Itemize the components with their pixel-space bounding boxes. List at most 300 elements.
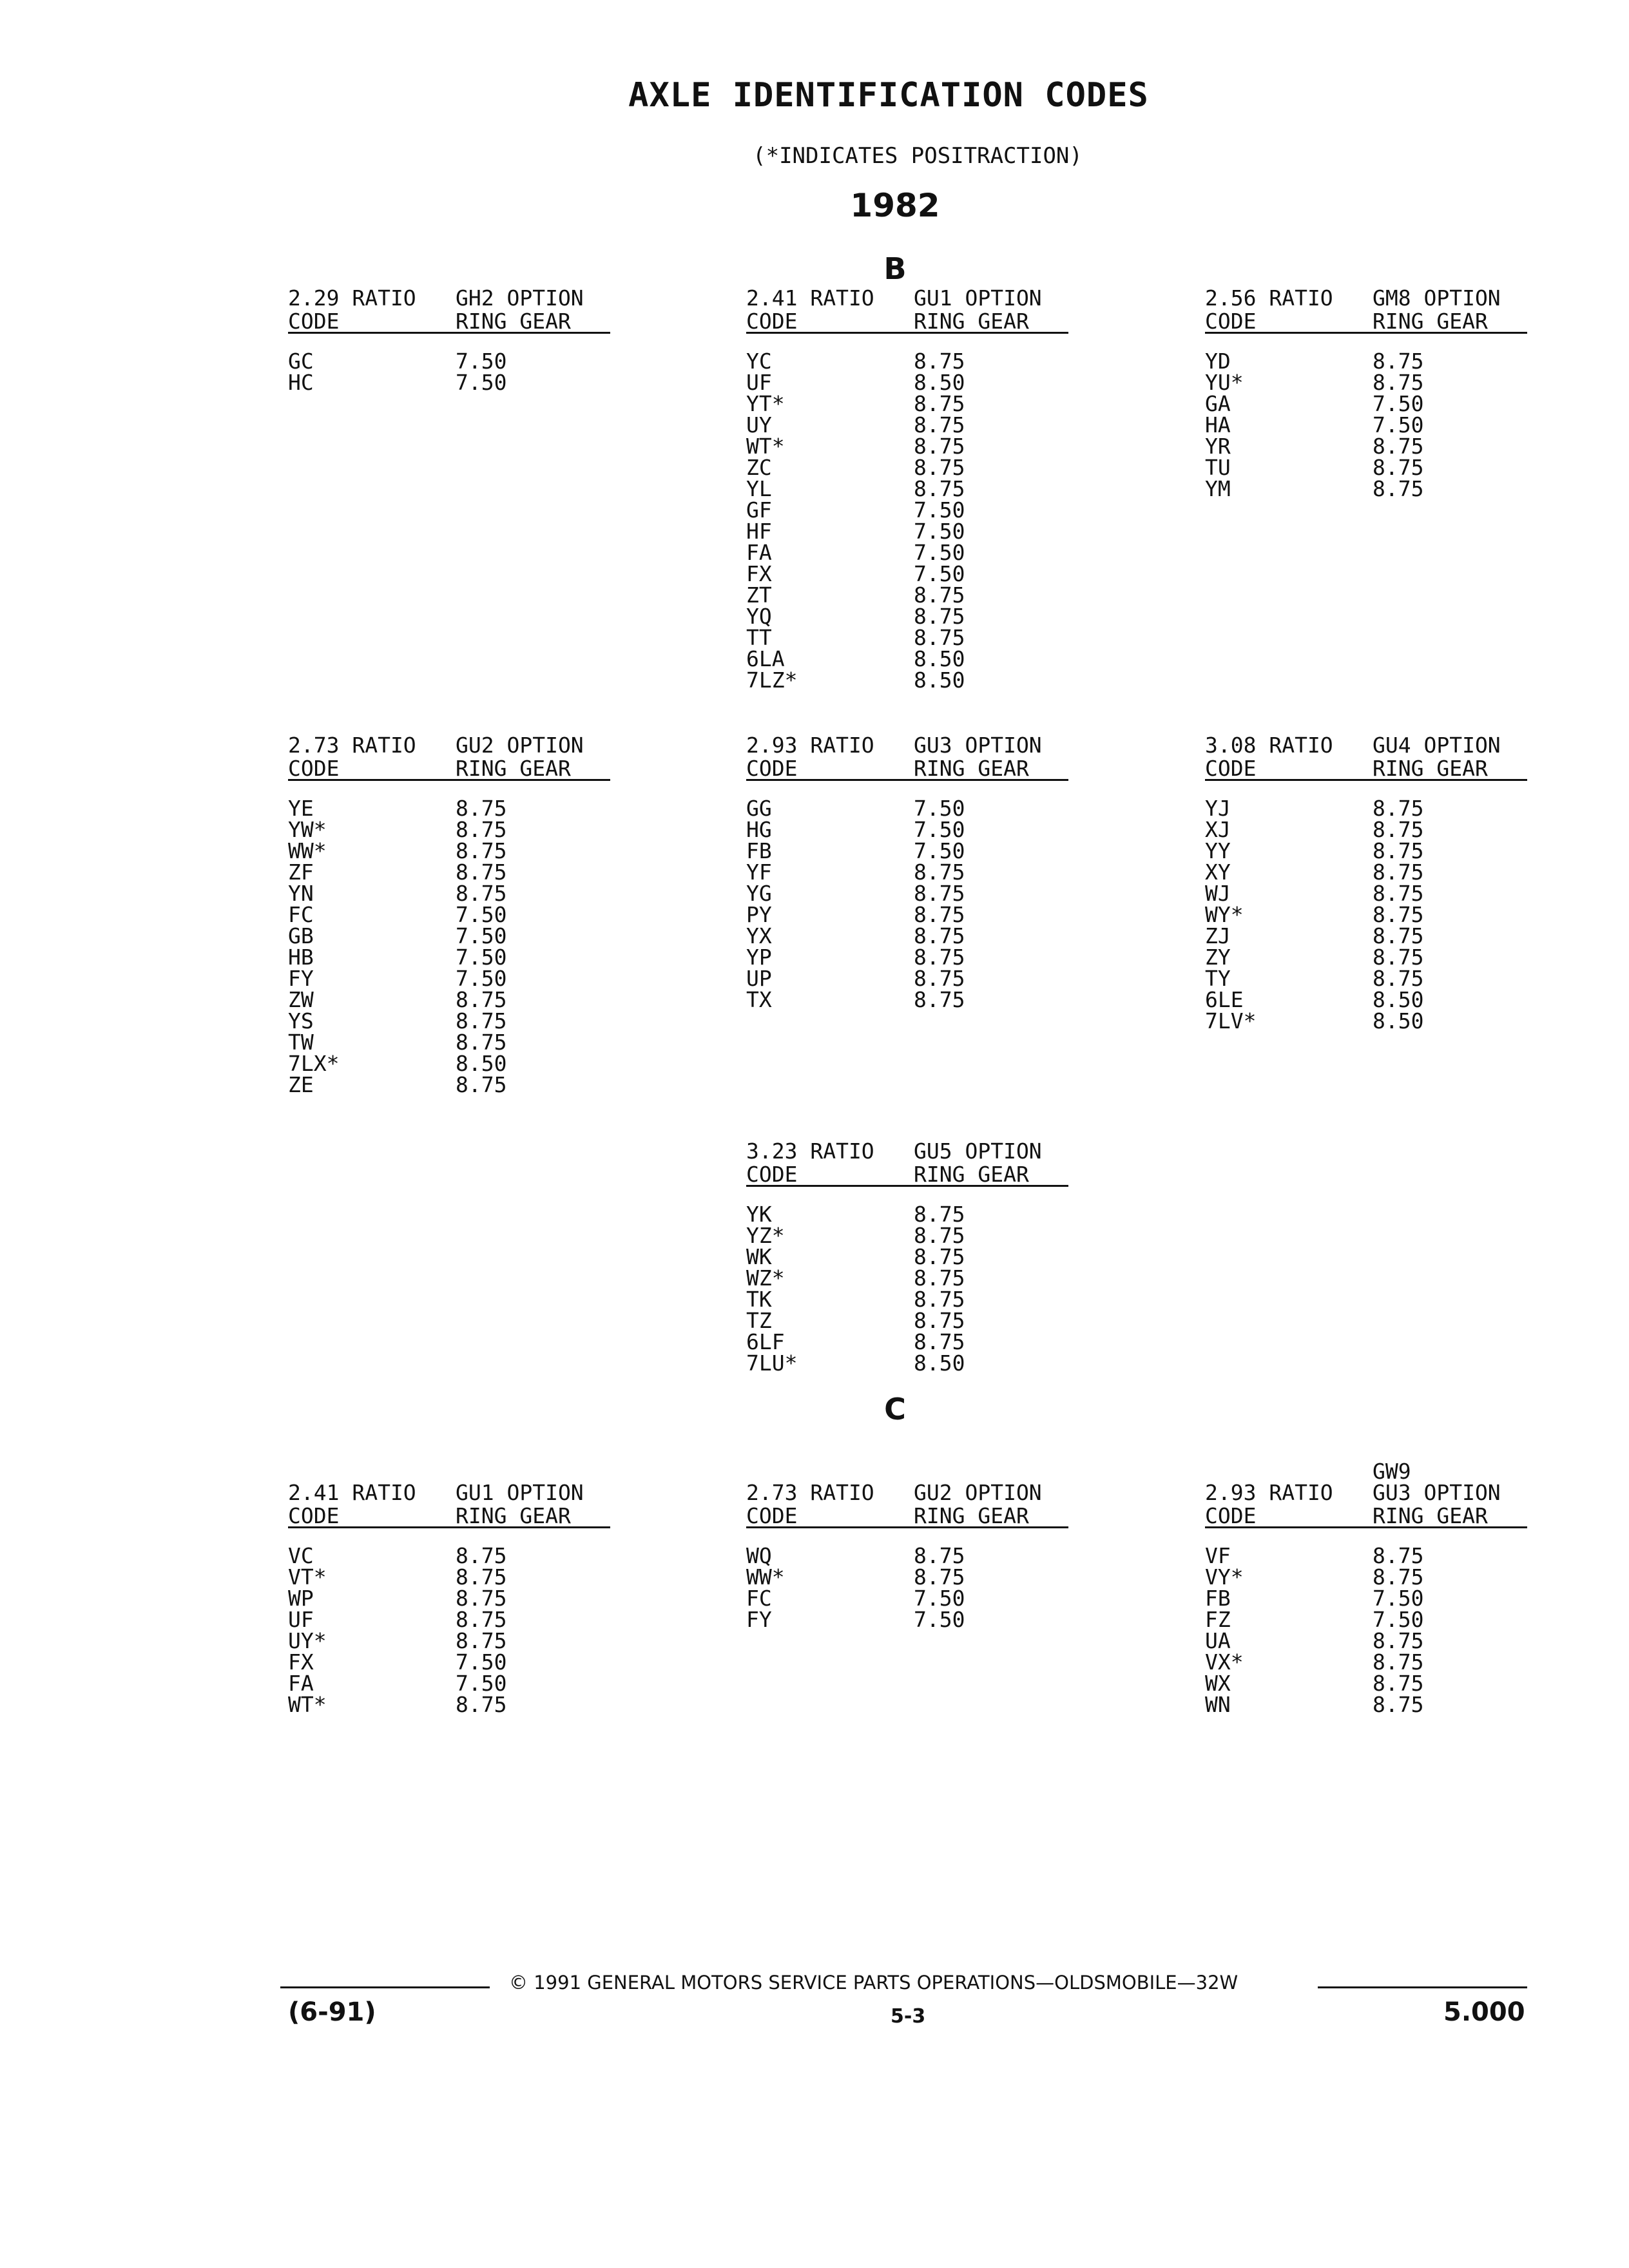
axle-code: YY <box>1205 838 1231 863</box>
table-row <box>746 947 1068 968</box>
axle-code: WY* <box>1205 902 1244 927</box>
ring-gear-size: 8.75 <box>914 412 965 437</box>
table-row <box>1205 478 1527 499</box>
ring-gear-size: 8.75 <box>914 1202 965 1227</box>
ring-gear-size: 7.50 <box>914 817 965 842</box>
table-row <box>746 1289 1068 1310</box>
table-row <box>288 1609 610 1630</box>
option-label: GU3 OPTION <box>914 733 1042 758</box>
ring-gear-size: 7.50 <box>1373 1607 1424 1632</box>
ring-gear-size: 8.75 <box>1373 1671 1424 1696</box>
table-row <box>746 372 1068 393</box>
axle-code: ZW <box>288 987 314 1012</box>
section-letter-c: C <box>884 1392 906 1427</box>
column-header-code: CODE <box>1205 1503 1257 1528</box>
ring-gear-size: 8.75 <box>456 1607 507 1632</box>
table-row <box>1205 372 1527 393</box>
axle-code: WW* <box>288 838 327 863</box>
axle-code: GC <box>288 349 314 374</box>
ring-gear-size: 8.75 <box>456 1072 507 1097</box>
axle-code: YS <box>288 1008 314 1033</box>
axle-code: FC <box>288 902 314 927</box>
axle-code: YN <box>288 881 314 906</box>
table-row <box>746 627 1068 648</box>
axle-code: YX <box>746 923 772 948</box>
axle-code: YD <box>1205 349 1231 374</box>
axle-code: YP <box>746 945 772 970</box>
axle-code: YQ <box>746 604 772 629</box>
axle-code: FB <box>1205 1586 1231 1611</box>
ring-gear-size: 8.75 <box>914 604 965 629</box>
ring-gear-size: 8.75 <box>1373 349 1424 374</box>
table-row <box>1205 1651 1527 1673</box>
footer-rule-left <box>280 1986 490 1988</box>
axle-code: YE <box>288 796 314 821</box>
table-row <box>1205 989 1527 1010</box>
table-row <box>746 648 1068 669</box>
table-row <box>746 1204 1068 1225</box>
ring-gear-size: 8.75 <box>456 796 507 821</box>
column-header-ring-gear: RING GEAR <box>456 1503 571 1528</box>
column-header-ring-gear: RING GEAR <box>914 1503 1029 1528</box>
ring-gear-size: 8.75 <box>1373 1649 1424 1675</box>
ring-gear-size: 7.50 <box>914 796 965 821</box>
axle-code: FC <box>746 1586 772 1611</box>
table-row <box>1205 883 1527 904</box>
axle-code: ZT <box>746 582 772 608</box>
table-row <box>746 819 1068 840</box>
ring-gear-size: 8.75 <box>914 860 965 885</box>
axle-code: YL <box>746 476 772 501</box>
ring-gear-size: 7.50 <box>1373 412 1424 437</box>
axle-code: YJ <box>1205 796 1231 821</box>
axle-code: FX <box>746 561 772 586</box>
axle-code: TY <box>1205 966 1231 991</box>
table-row <box>1205 414 1527 436</box>
ring-gear-size: 7.50 <box>914 497 965 523</box>
table-row <box>288 1053 610 1074</box>
column-header-code: CODE <box>746 1162 798 1187</box>
ring-gear-size: 8.75 <box>1373 796 1424 821</box>
axle-code: UF <box>288 1607 314 1632</box>
option-label: GU3 OPTION <box>1373 1480 1501 1505</box>
footer-date: (6-91) <box>288 1997 376 2027</box>
ring-gear-size: 8.75 <box>456 881 507 906</box>
axle-table-gu3 <box>746 735 1068 1010</box>
ring-gear-size: 7.50 <box>456 1671 507 1696</box>
axle-code: YM <box>1205 476 1231 501</box>
ring-gear-size: 8.75 <box>456 1008 507 1033</box>
table-row <box>288 904 610 925</box>
ring-gear-size: 8.75 <box>1373 1543 1424 1568</box>
ring-gear-size: 8.75 <box>914 582 965 608</box>
axle-code: WZ* <box>746 1265 785 1291</box>
ring-gear-size: 8.75 <box>1373 902 1424 927</box>
ring-gear-size: 7.50 <box>914 519 965 544</box>
table-row <box>746 414 1068 436</box>
ring-gear-size: 8.75 <box>914 1543 965 1568</box>
table-row <box>746 861 1068 883</box>
ring-gear-size: 8.75 <box>1373 923 1424 948</box>
table-row <box>746 1246 1068 1267</box>
axle-code: WQ <box>746 1543 772 1568</box>
table-row <box>746 925 1068 947</box>
table-row <box>288 925 610 947</box>
axle-table-gm8 <box>1205 287 1527 499</box>
option-label: GH2 OPTION <box>456 285 584 311</box>
axle-code: YU* <box>1205 370 1244 395</box>
table-row <box>1205 798 1527 819</box>
table-row <box>1205 1010 1527 1032</box>
ratio-label: 2.93 RATIO <box>1205 1480 1333 1505</box>
axle-code: ZY <box>1205 945 1231 970</box>
ring-gear-size: 8.75 <box>914 987 965 1012</box>
page-title: AXLE IDENTIFICATION CODES <box>628 76 1149 115</box>
ring-gear-size: 8.50 <box>456 1051 507 1076</box>
ring-gear-size: 8.75 <box>1373 1692 1424 1717</box>
axle-table-gu2 <box>746 1482 1068 1630</box>
axle-code: UY <box>746 412 772 437</box>
axle-code: VT* <box>288 1564 327 1590</box>
page-subtitle: (*INDICATES POSITRACTION) <box>753 143 1083 169</box>
ring-gear-size: 8.75 <box>914 881 965 906</box>
column-header-ring-gear: RING GEAR <box>914 309 1029 334</box>
axle-code: FY <box>746 1607 772 1632</box>
option-label: GU2 OPTION <box>456 733 584 758</box>
table-row <box>1205 861 1527 883</box>
axle-code: HF <box>746 519 772 544</box>
ring-gear-size: 7.50 <box>456 370 507 395</box>
ring-gear-size: 8.75 <box>456 860 507 885</box>
ring-gear-size: 8.75 <box>914 1265 965 1291</box>
ring-gear-size: 8.75 <box>1373 860 1424 885</box>
axle-code: 7LV* <box>1205 1008 1257 1033</box>
ring-gear-size: 8.75 <box>914 1223 965 1248</box>
axle-code: HB <box>288 945 314 970</box>
table-row <box>1205 840 1527 861</box>
table-row <box>746 1609 1068 1630</box>
footer-rule-right <box>1318 1986 1527 1988</box>
table-row <box>746 968 1068 989</box>
ring-gear-size: 8.75 <box>456 838 507 863</box>
table-row <box>746 1352 1068 1374</box>
axle-code: VF <box>1205 1543 1231 1568</box>
ring-gear-size: 7.50 <box>914 838 965 863</box>
table-row <box>1205 904 1527 925</box>
axle-code: 7LU* <box>746 1350 798 1376</box>
axle-code: UP <box>746 966 772 991</box>
table-row <box>746 798 1068 819</box>
table-row <box>746 351 1068 372</box>
column-header-code: CODE <box>746 309 798 334</box>
table-row <box>1205 436 1527 457</box>
axle-code: UF <box>746 370 772 395</box>
ratio-label: 2.73 RATIO <box>746 1480 874 1505</box>
ring-gear-size: 8.50 <box>1373 987 1424 1012</box>
table-row <box>746 1310 1068 1331</box>
axle-code: UY* <box>288 1628 327 1653</box>
axle-code: WW* <box>746 1564 785 1590</box>
table-row <box>288 1074 610 1095</box>
ring-gear-size: 8.75 <box>914 349 965 374</box>
axle-code: WJ <box>1205 881 1231 906</box>
column-header-code: CODE <box>746 756 798 781</box>
table-row <box>288 1545 610 1566</box>
ring-gear-size: 7.50 <box>914 1607 965 1632</box>
footer-page-number: 5-3 <box>891 2005 926 2028</box>
table-row <box>746 563 1068 584</box>
ring-gear-size: 8.75 <box>456 1543 507 1568</box>
column-header-code: CODE <box>288 309 340 334</box>
axle-code: VC <box>288 1543 314 1568</box>
column-header-ring-gear: RING GEAR <box>456 309 571 334</box>
table-row <box>288 1588 610 1609</box>
ring-gear-size: 8.75 <box>914 455 965 480</box>
ring-gear-size: 8.75 <box>914 1244 965 1269</box>
ring-gear-size: 8.75 <box>914 1287 965 1312</box>
option-note: GW9 <box>1373 1459 1411 1484</box>
table-row <box>288 1010 610 1032</box>
table-row <box>746 1331 1068 1352</box>
axle-table-gu1 <box>746 287 1068 691</box>
axle-code: WT* <box>288 1692 327 1717</box>
column-header-code: CODE <box>288 1503 340 1528</box>
axle-code: ZF <box>288 860 314 885</box>
axle-table-gu5 <box>746 1140 1068 1374</box>
ring-gear-size: 8.75 <box>914 966 965 991</box>
table-row <box>746 584 1068 606</box>
option-label: GU1 OPTION <box>914 285 1042 311</box>
axle-code: ZJ <box>1205 923 1231 948</box>
axle-code: YW* <box>288 817 327 842</box>
axle-code: YK <box>746 1202 772 1227</box>
column-header-code: CODE <box>746 1503 798 1528</box>
option-label: GU1 OPTION <box>456 1480 584 1505</box>
table-row <box>1205 457 1527 478</box>
ring-gear-size: 8.75 <box>456 1564 507 1590</box>
table-row <box>1205 819 1527 840</box>
table-row <box>288 798 610 819</box>
ring-gear-size: 8.75 <box>1373 370 1424 395</box>
axle-code: VY* <box>1205 1564 1244 1590</box>
year-heading: 1982 <box>850 187 940 224</box>
table-row <box>746 393 1068 414</box>
axle-code: GA <box>1205 391 1231 416</box>
ring-gear-size: 8.75 <box>456 987 507 1012</box>
axle-code: WK <box>746 1244 772 1269</box>
table-row <box>1205 1609 1527 1630</box>
ring-gear-size: 8.75 <box>1373 881 1424 906</box>
table-row <box>746 436 1068 457</box>
option-label: GU4 OPTION <box>1373 733 1501 758</box>
ring-gear-size: 8.75 <box>1373 817 1424 842</box>
ring-gear-size: 8.75 <box>1373 838 1424 863</box>
axle-code: UA <box>1205 1628 1231 1653</box>
table-row <box>1205 1673 1527 1694</box>
footer-section-number: 5.000 <box>1443 1997 1525 2027</box>
ratio-label: 2.73 RATIO <box>288 733 416 758</box>
table-row <box>288 968 610 989</box>
table-row <box>746 1267 1068 1289</box>
table-row <box>746 1545 1068 1566</box>
ring-gear-size: 8.75 <box>1373 455 1424 480</box>
axle-code: FA <box>288 1671 314 1696</box>
column-header-ring-gear: RING GEAR <box>1373 1503 1488 1528</box>
table-row <box>746 457 1068 478</box>
option-label: GM8 OPTION <box>1373 285 1501 311</box>
ring-gear-size: 8.75 <box>914 1329 965 1354</box>
ring-gear-size: 8.75 <box>1373 476 1424 501</box>
footer-copyright: © 1991 GENERAL MOTORS SERVICE PARTS OPERATIONS—OLDSMOBILE—32W <box>509 1972 1239 1994</box>
ring-gear-size: 7.50 <box>456 923 507 948</box>
axle-code: FZ <box>1205 1607 1231 1632</box>
axle-code: HC <box>288 370 314 395</box>
section-letter-b: B <box>883 251 907 286</box>
axle-code: WP <box>288 1586 314 1611</box>
table-row <box>288 1694 610 1715</box>
ring-gear-size: 8.75 <box>456 817 507 842</box>
table-row <box>288 1673 610 1694</box>
axle-code: HA <box>1205 412 1231 437</box>
axle-code: ZE <box>288 1072 314 1097</box>
axle-code: GB <box>288 923 314 948</box>
table-row <box>1205 1630 1527 1651</box>
axle-code: GG <box>746 796 772 821</box>
ring-gear-size: 8.75 <box>456 1030 507 1055</box>
ring-gear-size: 8.75 <box>1373 1564 1424 1590</box>
table-row <box>1205 1545 1527 1566</box>
axle-code: WT* <box>746 434 785 459</box>
table-row <box>288 840 610 861</box>
table-row <box>288 947 610 968</box>
table-row <box>746 840 1068 861</box>
ring-gear-size: 7.50 <box>1373 1586 1424 1611</box>
axle-code: 6LF <box>746 1329 785 1354</box>
table-row <box>288 1032 610 1053</box>
table-row <box>746 1225 1068 1246</box>
ratio-label: 3.08 RATIO <box>1205 733 1333 758</box>
column-header-code: CODE <box>1205 309 1257 334</box>
column-header-ring-gear: RING GEAR <box>914 756 1029 781</box>
axle-code: PY <box>746 902 772 927</box>
ring-gear-size: 8.75 <box>914 923 965 948</box>
axle-table-gh2 <box>288 287 610 393</box>
table-row <box>1205 351 1527 372</box>
ring-gear-size: 8.75 <box>1373 1628 1424 1653</box>
ring-gear-size: 8.75 <box>1373 945 1424 970</box>
ring-gear-size: 7.50 <box>914 1586 965 1611</box>
ring-gear-size: 7.50 <box>456 945 507 970</box>
ring-gear-size: 8.75 <box>1373 966 1424 991</box>
ring-gear-size: 8.75 <box>914 945 965 970</box>
axle-code: WX <box>1205 1671 1231 1696</box>
option-label: GU2 OPTION <box>914 1480 1042 1505</box>
table-row <box>288 883 610 904</box>
table-row <box>288 1630 610 1651</box>
table-row <box>746 606 1068 627</box>
table-row <box>746 1566 1068 1588</box>
table-row <box>746 989 1068 1010</box>
ring-gear-size: 8.50 <box>914 668 965 693</box>
axle-table-gu2 <box>288 735 610 1095</box>
axle-table-gu1 <box>288 1482 610 1715</box>
table-row <box>288 861 610 883</box>
ring-gear-size: 8.50 <box>1373 1008 1424 1033</box>
column-header-ring-gear: RING GEAR <box>914 1162 1029 1187</box>
axle-code: TZ <box>746 1308 772 1333</box>
column-header-ring-gear: RING GEAR <box>456 756 571 781</box>
ring-gear-size: 8.50 <box>914 646 965 671</box>
ring-gear-size: 7.50 <box>456 902 507 927</box>
axle-code: TK <box>746 1287 772 1312</box>
ring-gear-size: 7.50 <box>456 349 507 374</box>
table-row <box>746 542 1068 563</box>
ratio-label: 2.29 RATIO <box>288 285 416 311</box>
axle-code: YF <box>746 860 772 885</box>
axle-code: TU <box>1205 455 1231 480</box>
ring-gear-size: 8.75 <box>914 476 965 501</box>
table-row <box>288 989 610 1010</box>
ratio-label: 2.41 RATIO <box>746 285 874 311</box>
axle-code: YR <box>1205 434 1231 459</box>
table-row <box>1205 1566 1527 1588</box>
ring-gear-size: 7.50 <box>456 966 507 991</box>
ring-gear-size: 7.50 <box>1373 391 1424 416</box>
table-row <box>1205 1694 1527 1715</box>
ring-gear-size: 8.75 <box>914 625 965 650</box>
ring-gear-size: 7.50 <box>456 1649 507 1675</box>
table-row <box>746 478 1068 499</box>
axle-code: XY <box>1205 860 1231 885</box>
table-row <box>288 819 610 840</box>
axle-code: 6LE <box>1205 987 1244 1012</box>
axle-code: HG <box>746 817 772 842</box>
ring-gear-size: 8.75 <box>914 1564 965 1590</box>
table-row <box>288 351 610 372</box>
axle-code: YT* <box>746 391 785 416</box>
table-row <box>1205 1588 1527 1609</box>
axle-code: ZC <box>746 455 772 480</box>
axle-code: FB <box>746 838 772 863</box>
ring-gear-size: 7.50 <box>914 561 965 586</box>
ratio-label: 2.56 RATIO <box>1205 285 1333 311</box>
axle-code: TT <box>746 625 772 650</box>
ring-gear-size: 8.50 <box>914 370 965 395</box>
axle-code: 7LZ* <box>746 668 798 693</box>
axle-code: GF <box>746 497 772 523</box>
axle-code: FA <box>746 540 772 565</box>
ring-gear-size: 8.75 <box>456 1586 507 1611</box>
axle-code: TX <box>746 987 772 1012</box>
ring-gear-size: 8.75 <box>914 1308 965 1333</box>
ring-gear-size: 7.50 <box>914 540 965 565</box>
ring-gear-size: 8.75 <box>456 1628 507 1653</box>
table-row <box>1205 393 1527 414</box>
ring-gear-size: 8.75 <box>914 902 965 927</box>
ring-gear-size: 8.75 <box>914 391 965 416</box>
table-row <box>1205 925 1527 947</box>
ring-gear-size: 8.75 <box>1373 434 1424 459</box>
axle-code: YZ* <box>746 1223 785 1248</box>
ring-gear-size: 8.50 <box>914 1350 965 1376</box>
table-row <box>288 372 610 393</box>
table-row <box>746 1588 1068 1609</box>
table-row <box>746 499 1068 521</box>
ratio-label: 2.41 RATIO <box>288 1480 416 1505</box>
axle-table-gu3 <box>1205 1461 1527 1715</box>
axle-code: FX <box>288 1649 314 1675</box>
column-header-ring-gear: RING GEAR <box>1373 756 1488 781</box>
